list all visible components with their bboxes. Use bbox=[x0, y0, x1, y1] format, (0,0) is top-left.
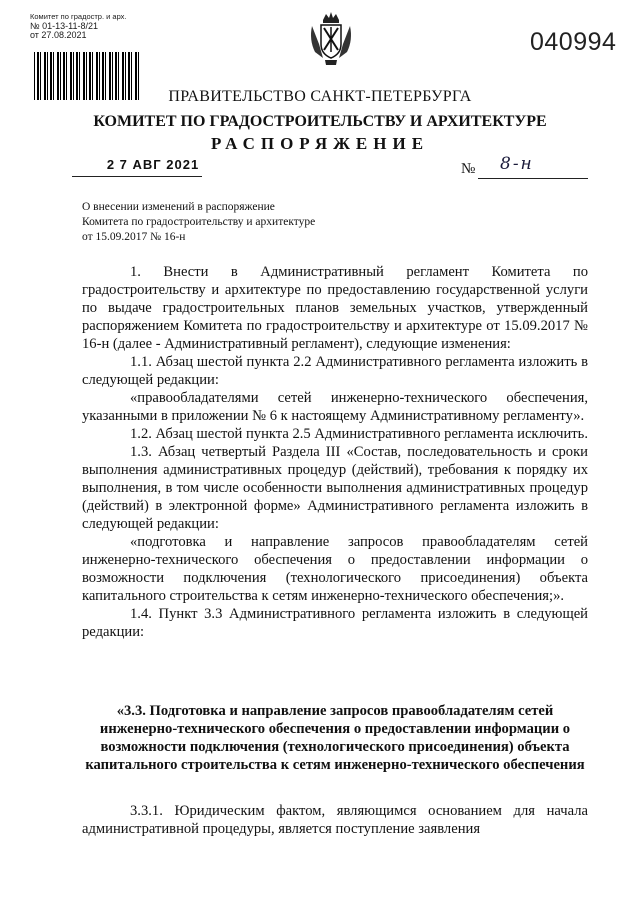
date-underline bbox=[72, 176, 202, 177]
paragraph-item-1-4: 1.4. Пункт 3.3 Административного регламента изложить в следующей редакции: bbox=[82, 606, 588, 640]
quoted-text: «подготовка и направление запросов правообладателям сетей инженерно-технического обеспечения о предоставлении информации о возможности подключения (технологического присоединения) объекта капитального строительства к сетям инженерно-технического обеспечения;». bbox=[82, 534, 588, 604]
stamp-organization: Комитет по градостр. и арх. bbox=[30, 12, 127, 21]
order-subject bbox=[82, 200, 315, 245]
order-body bbox=[82, 263, 588, 641]
stamp-registration-date: от 27.08.2021 bbox=[30, 30, 87, 40]
section-3-3-title: «3.3. Подготовка и направление запросов правообладателям сетей инженерно-технического обеспечения о предоставлении информации о возможности подключения (технологического присоединения) объекта капитального строительства к сетям инженерно-технического обеспечения bbox=[85, 703, 585, 773]
subject-line: от 15.09.2017 № 16-н bbox=[82, 231, 186, 243]
paragraph-item-3-3-1: 3.3.1. Юридическим фактом, являющимся основанием для начала административной процедуры, является поступление заявления bbox=[82, 803, 588, 837]
committee-heading: КОМИТЕТ ПО ГРАДОСТРОИТЕЛЬСТВУ И АРХИТЕКТУРЕ bbox=[93, 113, 547, 130]
order-date: 2 7 АВГ 2021 bbox=[106, 157, 200, 172]
number-underline bbox=[478, 178, 588, 179]
coat-of-arms-emblem bbox=[309, 10, 353, 66]
number-sign: № bbox=[461, 161, 476, 177]
subject-line: О внесении изменений в распоряжение bbox=[82, 201, 275, 213]
paragraph-item-1-2: 1.2. Абзац шестой пункта 2.5 Административного регламента исключить. bbox=[130, 426, 588, 442]
subject-line: Комитета по градостроительству и архитектуре bbox=[82, 216, 316, 228]
order-heading: РАСПОРЯЖЕНИЕ bbox=[210, 134, 430, 153]
order-number: 8-н bbox=[500, 154, 534, 174]
registration-stamp bbox=[30, 12, 138, 41]
stamp-registration-number: № 01-13-11-8/21 bbox=[30, 20, 99, 31]
order-body-continued bbox=[82, 802, 588, 838]
paragraph-item-1-3: 1.3. Абзац четвертый Раздела III «Состав, последовательность и сроки выполнения административных процедур (действий), требования к порядку их выполнения, в том числе особенности выполнения административных процедур (действий) в электронной форме» Административного регламента изложить в следующей редакции: bbox=[82, 444, 588, 532]
paragraph-item-1-1: 1.1. Абзац шестой пункта 2.2 Административного регламента изложить в следующей редакции: bbox=[82, 354, 588, 388]
document-number: 040994 bbox=[530, 28, 617, 56]
quoted-text: «правообладателями сетей инженерно-технического обеспечения, указанными в приложении № 6 к настоящему Административному регламенту». bbox=[82, 390, 588, 424]
government-heading: ПРАВИТЕЛЬСТВО САНКТ-ПЕТЕРБУРГА bbox=[168, 88, 472, 105]
paragraph-item-1: 1. Внести в Административный регламент Комитета по градостроительству и архитектуре по предоставлению государственной услуги по выдаче градостроительных планов земельных участков, утвержденный распоряжением Комитета по градостроительству и архитектуре от 15.09.2017 № 16-н (далее - Административный регламент), следующие изменения: bbox=[82, 264, 588, 352]
